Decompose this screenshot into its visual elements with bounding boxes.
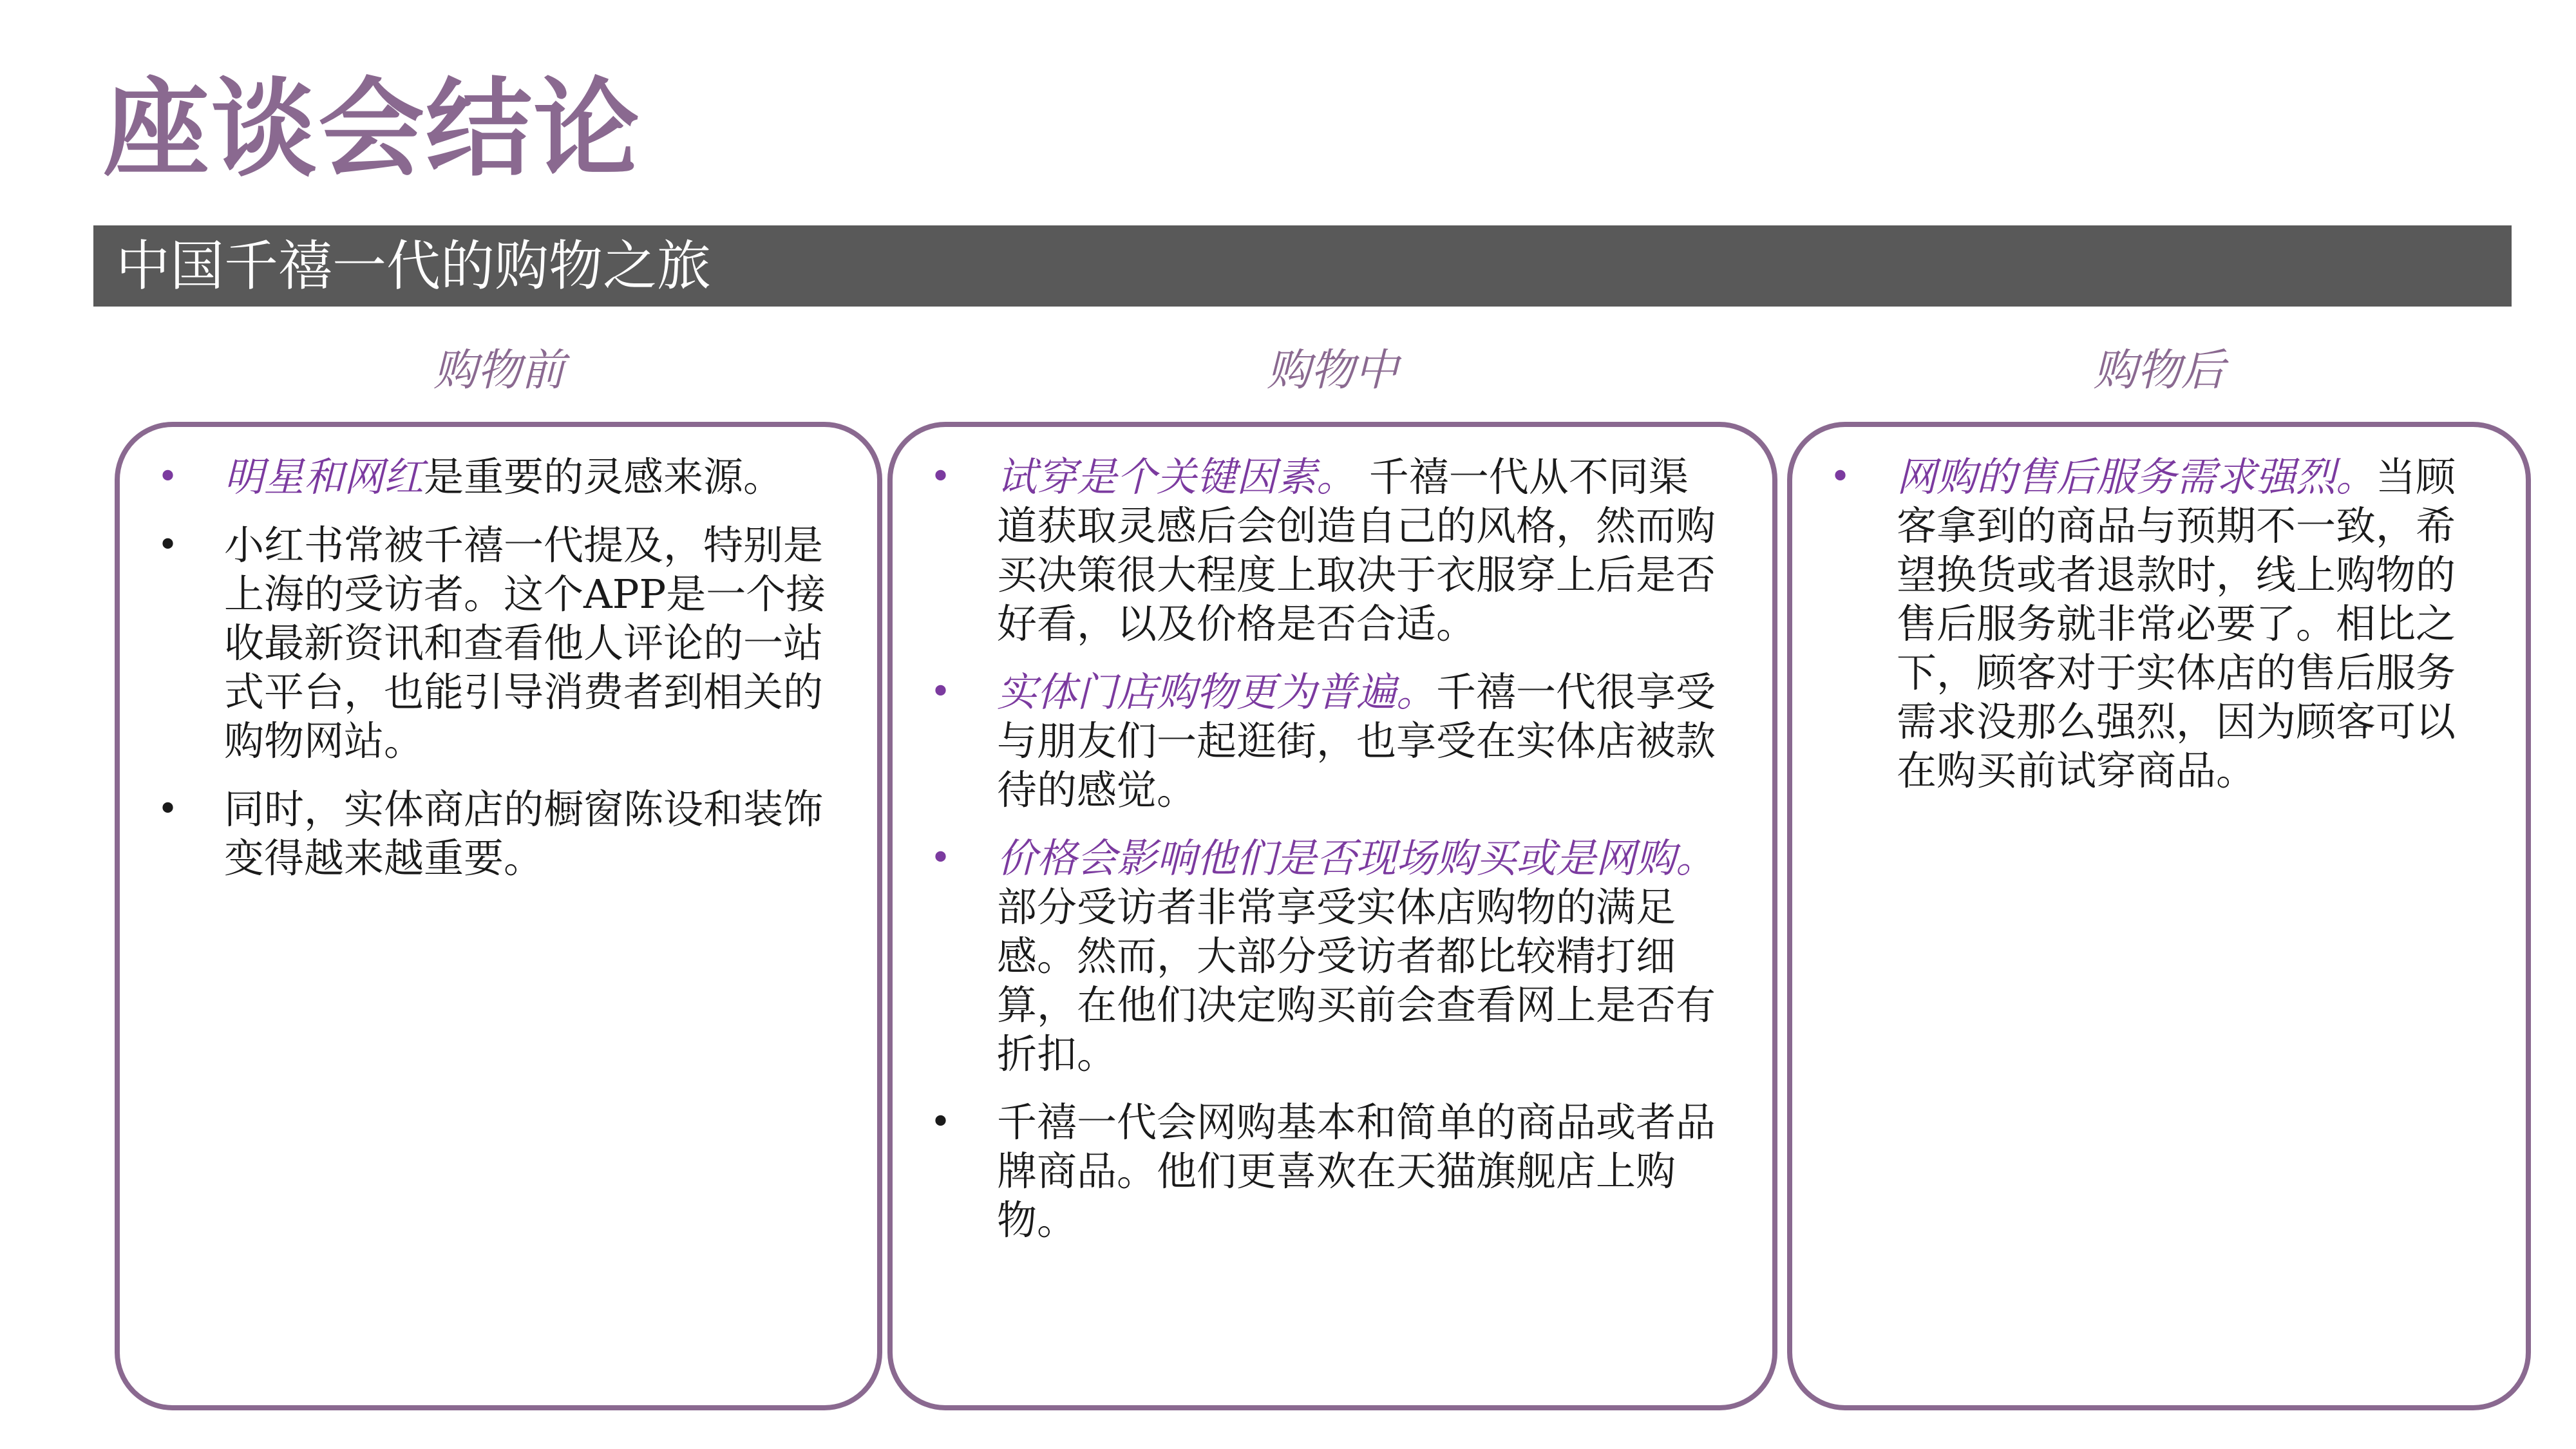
body-text: 千禧一代会网购基本和简单的商品或者品牌商品。他们更喜欢在天猫旗舰店上购物。: [997, 1099, 1716, 1244]
bullet-icon: •: [157, 456, 179, 498]
bullet-icon: •: [1830, 456, 1852, 498]
bullet-list: [120, 453, 877, 902]
list-item: [893, 668, 1772, 815]
card-before-shopping: [115, 422, 882, 1410]
list-item: [893, 453, 1772, 649]
emphasis-text: 实体门店购物更为普遍。: [997, 668, 1437, 715]
body-text: 小红书常被千禧一代提及，特别是上海的受访者。这个APP是一个接收最新资讯和查看他人评论的一站式平台，也能引导消费者到相关的购物网站。: [224, 522, 826, 764]
list-item: [120, 453, 877, 502]
stage-label-after: 购物后: [2093, 345, 2225, 396]
banner-text: 中国千禧一代的购物之旅: [116, 234, 712, 298]
bullet-icon: •: [930, 456, 952, 498]
bullet-icon: •: [930, 1101, 952, 1143]
body-text: 当顾客拿到的商品与预期不一致，希望换货或者退款时，线上购物的售后服务就非常必要了。相比之下，顾客对于实体店的售后服务需求没那么强烈，因为顾客可以在购买前试穿商品。: [1897, 453, 2456, 794]
bullet-list: [893, 453, 1772, 1264]
emphasis-text: 价格会影响他们是否现场购买或是网购。: [997, 835, 1716, 882]
body-text: 是重要的灵感来源。: [424, 453, 784, 500]
list-item: [893, 1098, 1772, 1245]
list-item: [893, 834, 1772, 1079]
list-item: [1792, 453, 2526, 795]
bullet-icon: •: [157, 788, 179, 830]
list-item: [120, 521, 877, 766]
card-during-shopping: [887, 422, 1777, 1410]
section-banner: [93, 225, 2512, 307]
list-item: [120, 785, 877, 883]
stage-label-before: 购物前: [433, 345, 565, 396]
bullet-icon: •: [930, 671, 952, 713]
body-text: 千禧一代从不同渠道获取灵感后会创造自己的风格，然而购买决策很大程度上取决于衣服穿上后是否好看，以及价格是否合适。: [997, 453, 1716, 647]
emphasis-text: 明星和网红: [224, 453, 424, 500]
bullet-list: [1792, 453, 2526, 815]
body-text: 同时，实体商店的橱窗陈设和装饰变得越来越重要。: [224, 786, 824, 882]
bullet-icon: •: [930, 837, 952, 879]
emphasis-text: 网购的售后服务需求强烈。: [1897, 453, 2376, 500]
slide-title: 座谈会结论: [103, 67, 641, 191]
card-after-shopping: [1787, 422, 2531, 1410]
stage-label-during: 购物中: [1266, 345, 1398, 396]
emphasis-text: 试穿是个关键因素。: [997, 453, 1357, 500]
body-text: 千禧一代很享受与朋友们一起逛街，也享受在实体店被款待的感觉。: [997, 668, 1716, 813]
bullet-icon: •: [157, 524, 179, 566]
body-text: 部分受访者非常享受实体店购物的满足感。然而，大部分受访者都比较精打细算，在他们决定购买前会查看网上是否有折扣。: [997, 884, 1716, 1077]
